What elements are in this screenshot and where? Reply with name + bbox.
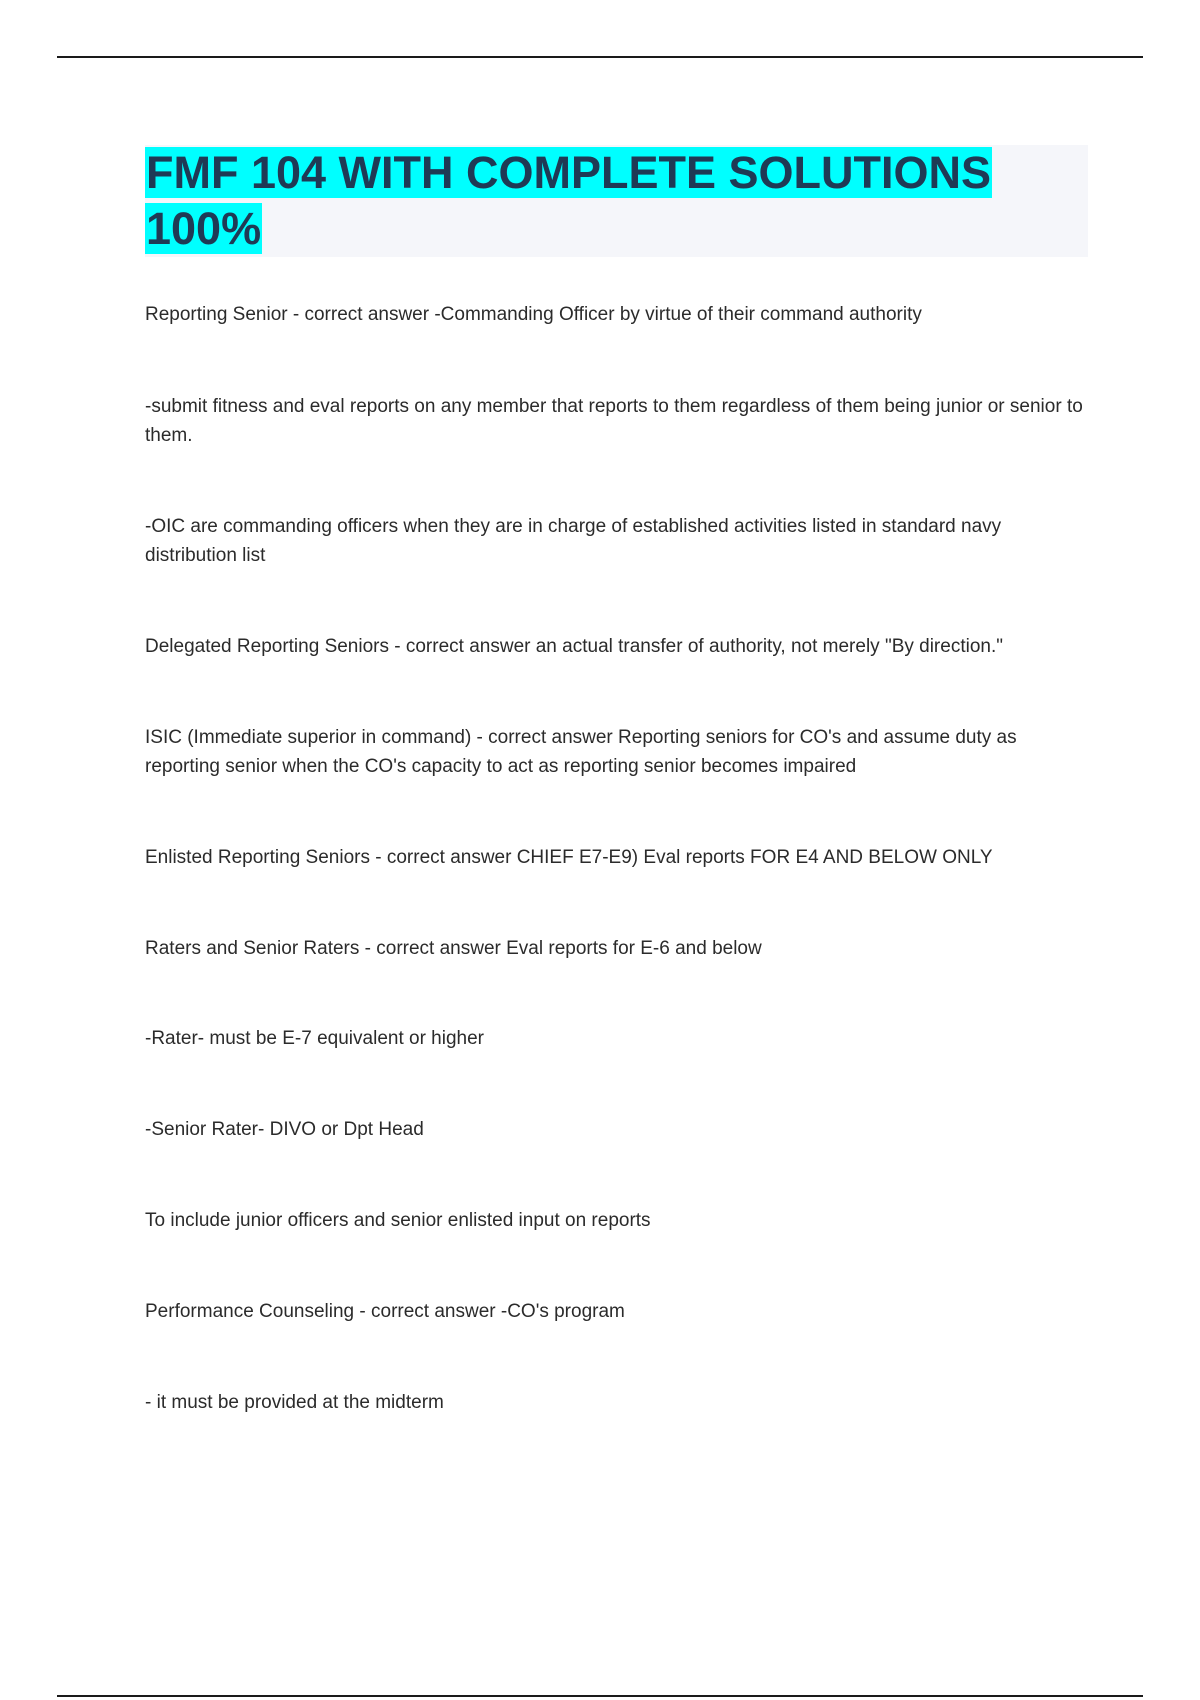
top-rule (57, 56, 1143, 58)
entry-isic: ISIC (Immediate superior in command) - correct answer Reporting seniors for CO's and assume duty as reporting senior when the CO's capacity to act as reporting senior becomes impaired (145, 727, 1017, 777)
entry-junior-officers-input: To include junior officers and senior enlisted input on reports (145, 1210, 651, 1231)
document-title (145, 145, 1088, 257)
title-highlight: FMF 104 WITH COMPLETE SOLUTIONS 100% (146, 147, 992, 254)
entry-raters-and-senior-raters: Raters and Senior Raters - correct answer Eval reports for E-6 and below (145, 938, 762, 959)
entry-reporting-senior: Reporting Senior - correct answer -Commanding Officer by virtue of their command authority (145, 304, 922, 325)
bottom-rule (57, 1695, 1143, 1697)
entry-oic: -OIC are commanding officers when they are in charge of established activities listed in standard navy distribution list (145, 516, 1002, 566)
entry-midterm: - it must be provided at the midterm (145, 1392, 444, 1413)
entry-submit-reports: -submit fitness and eval reports on any member that reports to them regardless of them being junior or senior to them. (145, 396, 1083, 446)
entry-performance-counseling: Performance Counseling - correct answer -CO's program (145, 1301, 625, 1322)
entry-enlisted-reporting-seniors: Enlisted Reporting Seniors - correct answer CHIEF E7-E9) Eval reports FOR E4 AND BELOW ONLY (145, 847, 993, 868)
title-block (145, 145, 1088, 257)
entry-delegated-reporting-seniors: Delegated Reporting Seniors - correct answer an actual transfer of authority, not merely "By direction." (145, 636, 1003, 657)
entry-senior-rater: -Senior Rater- DIVO or Dpt Head (145, 1119, 424, 1140)
entry-rater: -Rater- must be E-7 equivalent or higher (145, 1028, 484, 1049)
